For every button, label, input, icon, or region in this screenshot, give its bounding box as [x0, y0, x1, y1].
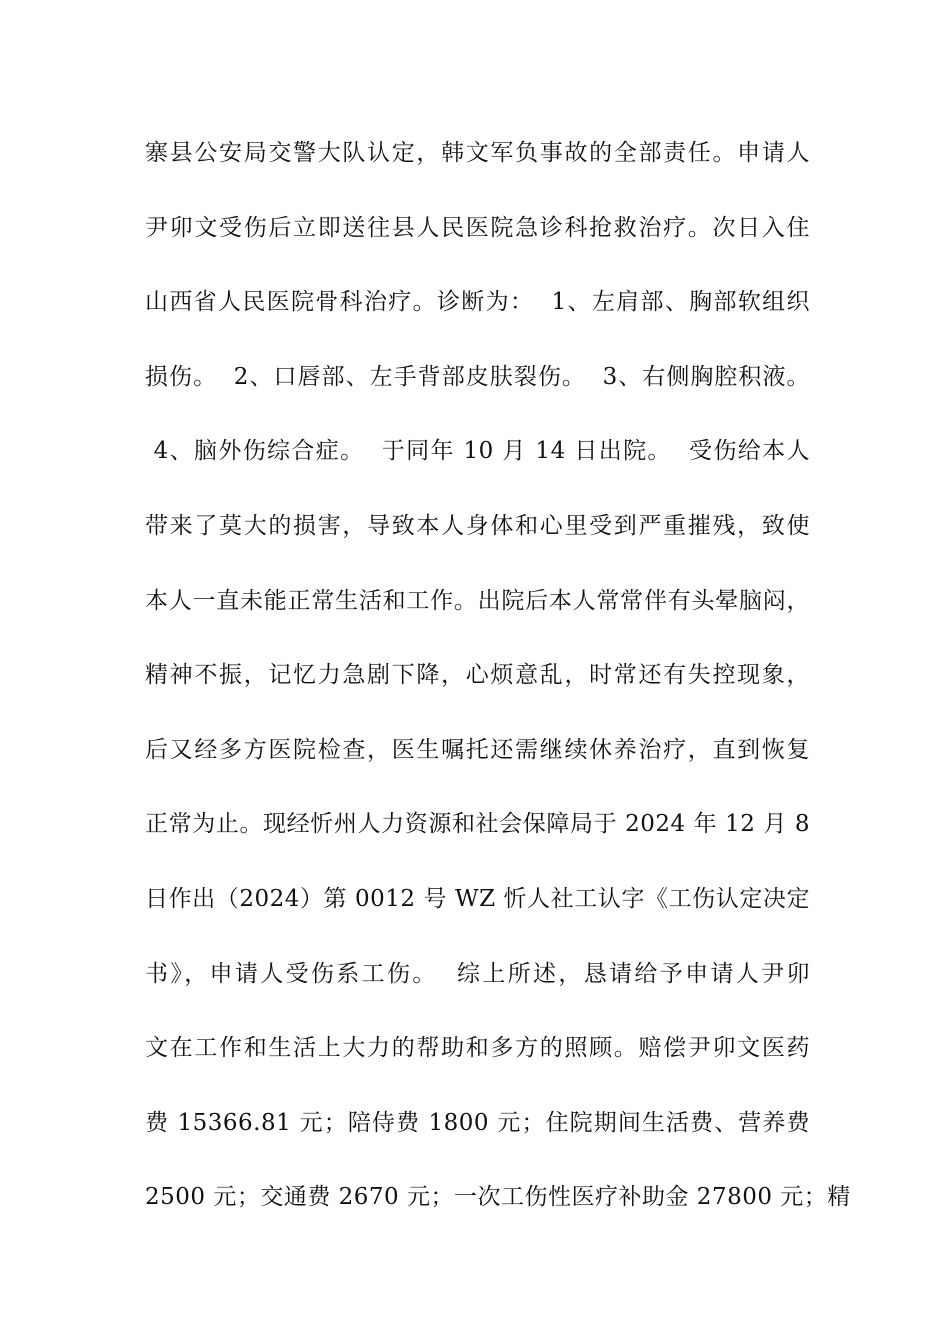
text-line-9: 后又经多方医院检查，医生嘱托还需继续休养治疗，直到恢复	[145, 736, 810, 763]
text-line-10: 正常为止。现经忻州人力资源和社会保障局于 2024 年 12 月 8	[145, 811, 810, 838]
text-line-2: 尹卯文受伤后立即送往县人民医院急诊科抢救治疗。次日入住	[145, 214, 810, 241]
text-line-4: 损伤。 2、口唇部、左手背部皮肤裂伤。 3、右侧胸腔积液。	[145, 363, 810, 390]
text-line-12: 书》，申请人受伤系工伤。 综上所述，恳请给予申请人尹卯	[145, 960, 810, 987]
text-line-5: 4、脑外伤综合症。 于同年 10 月 14 日出院。 受伤给本人	[145, 438, 810, 465]
text-line-13: 文在工作和生活上大力的帮助和多方的照顾。赔偿尹卯文医药	[145, 1035, 810, 1062]
text-line-15: 2500 元；交通费 2670 元；一次工伤性医疗补助金 27800 元；精	[145, 1184, 851, 1211]
text-line-3: 山西省人民医院骨科治疗。诊断为： 1、左肩部、胸部软组织	[145, 289, 810, 316]
text-line-6: 带来了莫大的损害，导致本人身体和心里受到严重摧残，致使	[145, 512, 810, 539]
text-line-7: 本人一直未能正常生活和工作。出院后本人常常伴有头晕脑闷，	[145, 587, 810, 614]
body-text	[145, 129, 851, 1248]
text-line-1: 寨县公安局交警大队认定，韩文军负事故的全部责任。申请人	[145, 140, 810, 166]
text-line-14: 费 15366.81 元；陪侍费 1800 元；住院期间生活费、营养费	[145, 1109, 810, 1136]
text-line-11: 日作出（2024）第 0012 号 WZ 忻人社工认字《工伤认定决定	[145, 885, 810, 912]
text-line-8: 精神不振，记忆力急剧下降，心烦意乱，时常还有失控现象，	[145, 662, 810, 689]
